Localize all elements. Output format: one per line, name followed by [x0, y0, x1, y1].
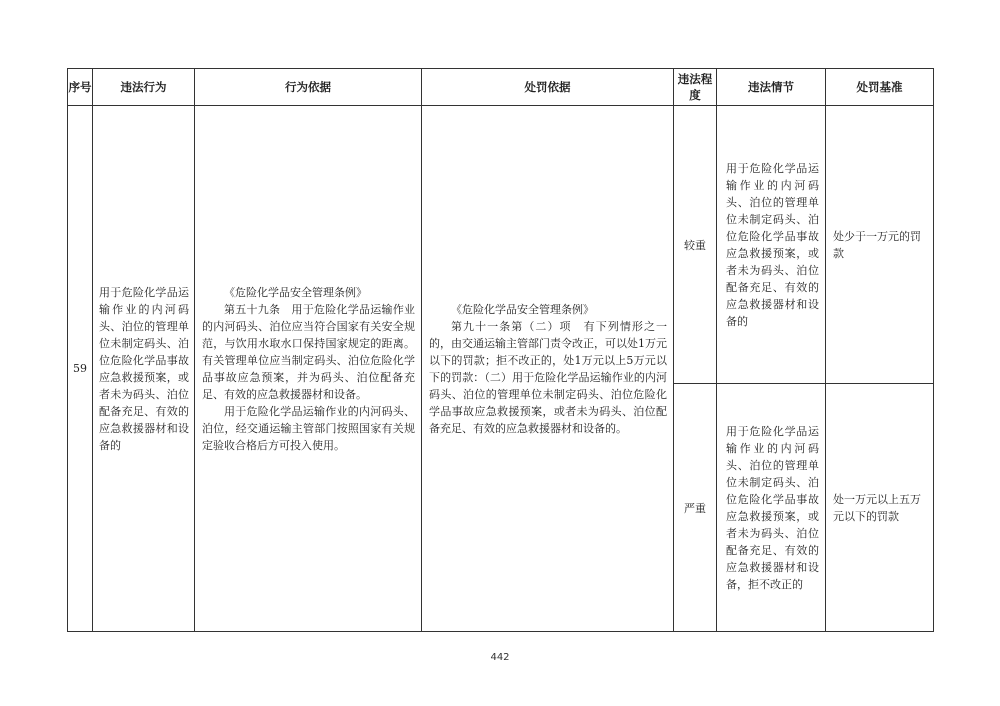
- penalty-basis-article: 第九十一条第（二）项 有下列情形之一的，由交通运输主管部门责令改正，可以处1万元以下的罚款；拒不改正的，处1万元以上5万元以下的罚款：（二）用于危险化学品运输作业的内河码头、泊位的管理单位未制定码头、泊位危险化学品事故应急救援预案，或者未为码头、泊位配备充足、有效的应急救援器材和设备的。: [429, 319, 667, 435]
- header-penalty-basis: 处罚依据: [422, 69, 674, 106]
- header-legal-basis: 行为依据: [195, 69, 422, 106]
- header-row: [68, 69, 934, 106]
- header-circumstance: 违法情节: [717, 69, 826, 106]
- page-number: 442: [490, 652, 510, 663]
- penalty-basis-title: 《危险化学品安全管理条例》: [451, 302, 594, 316]
- standard-severe: 处一万元以上五万元以下的罚款: [826, 384, 934, 632]
- header-violation: 违法行为: [93, 69, 195, 106]
- penalty-table: [67, 68, 934, 632]
- standard-serious: 处少于一万元的罚款: [826, 106, 934, 384]
- row-penalty-basis: [422, 106, 674, 632]
- table-row: [68, 106, 934, 384]
- circumstance-serious: 用于危险化学品运输作业的内河码头、泊位的管理单位未制定码头、泊位危险化学品事故应急救援预案，或者未为码头、泊位配备充足、有效的应急救援器材和设备的: [717, 106, 826, 384]
- legal-basis-article: 第五十九条 用于危险化学品运输作业的内河码头、泊位应当符合国家有关安全规范，与饮用水取水口保持国家规定的距离。有关管理单位应当制定码头、泊位危险化学品事故应急预案，并为码头、泊位配备充足、有效的应急救援器材和设备。: [202, 302, 415, 401]
- row-seq: 59: [68, 106, 93, 632]
- header-seq: 序号: [68, 69, 93, 106]
- row-violation: 用于危险化学品运输作业的内河码头、泊位的管理单位未制定码头、泊位危险化学品事故应急救援预案，或者未为码头、泊位配备充足、有效的应急救援器材和设备的: [93, 106, 195, 632]
- degree-serious: 较重: [674, 106, 717, 384]
- header-standard: 处罚基准: [826, 69, 934, 106]
- circumstance-severe: 用于危险化学品运输作业的内河码头、泊位的管理单位未制定码头、泊位危险化学品事故应急救援预案，或者未为码头、泊位配备充足、有效的应急救援器材和设备，拒不改正的: [717, 384, 826, 632]
- degree-severe: 严重: [674, 384, 717, 632]
- header-degree: 违法程度: [674, 69, 717, 106]
- legal-basis-title: 《危险化学品安全管理条例》: [224, 285, 367, 299]
- legal-basis-article-2: 用于危险化学品运输作业的内河码头、泊位，经交通运输主管部门按照国家有关规定验收合格后方可投入使用。: [202, 404, 415, 452]
- row-legal-basis: [195, 106, 422, 632]
